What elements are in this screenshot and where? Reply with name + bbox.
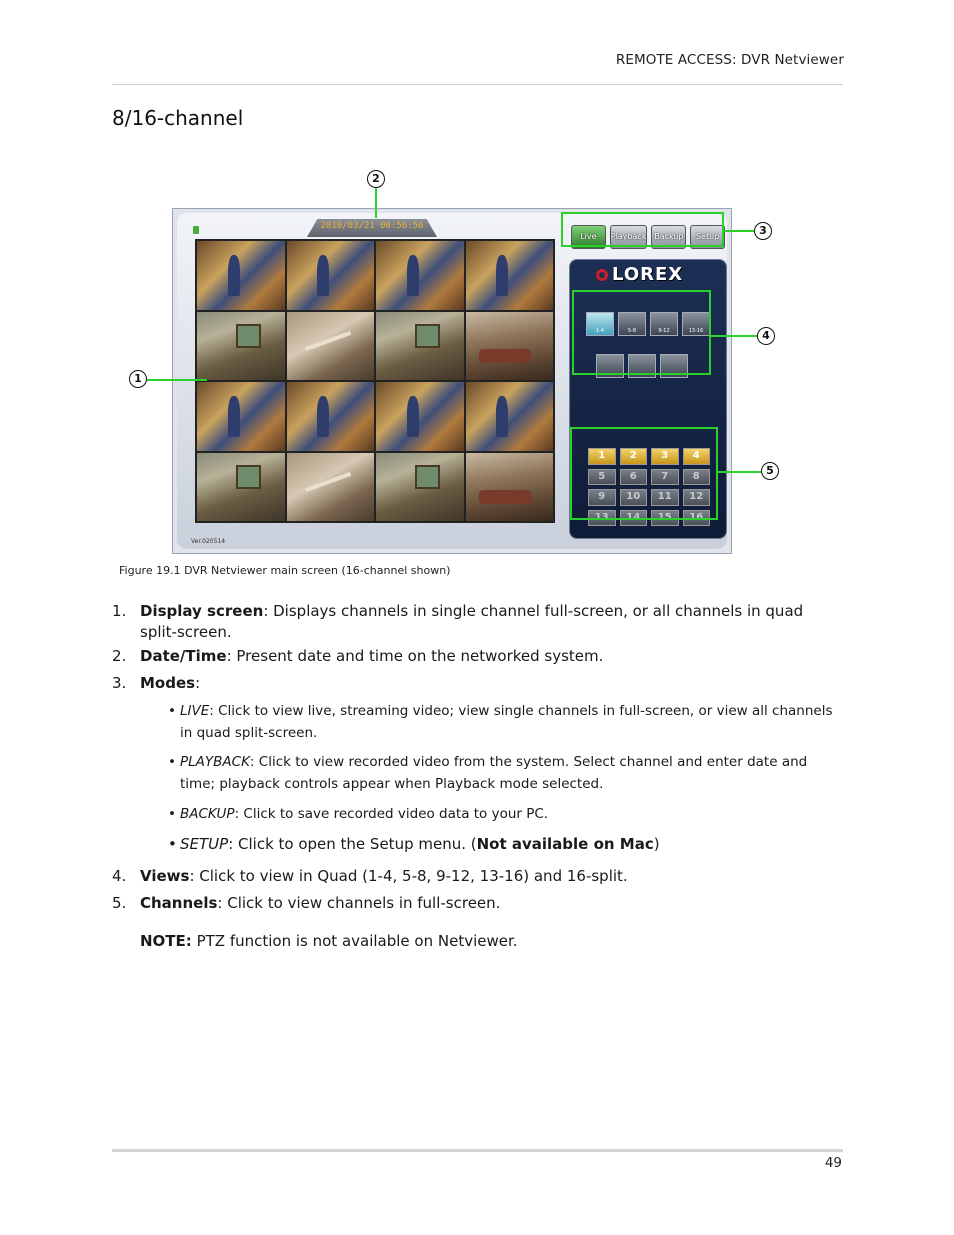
footer-divider: [112, 1149, 843, 1152]
camera-tile[interactable]: [197, 241, 285, 310]
mode-text: : Click to open the Setup menu. (: [228, 835, 477, 853]
camera-tile[interactable]: [197, 312, 285, 381]
camera-tile[interactable]: [287, 241, 375, 310]
section-title: 8/16-channel: [112, 106, 244, 130]
mode-item-playback: [168, 751, 843, 795]
mode-item-setup: [168, 833, 843, 855]
callout-line-channels: [718, 471, 761, 473]
channel-button[interactable]: 3: [651, 448, 679, 465]
version-label: Ver.020514: [191, 538, 226, 545]
mode-name: SETUP: [180, 835, 229, 853]
callout-line-datetime: [375, 187, 377, 218]
mode-item-live: [168, 700, 843, 744]
channel-button[interactable]: 9: [588, 489, 616, 506]
mode-text: : Click to view live, streaming video; view single channels in full-screen, or view all channels in quad split-screen.: [180, 703, 833, 741]
header-section-label: REMOTE ACCESS: DVR Netviewer: [615, 52, 844, 68]
mode-text: : Click to save recorded video data to your PC.: [234, 806, 549, 822]
camera-tile[interactable]: [197, 382, 285, 451]
list-number: 1.: [112, 602, 127, 620]
backup-button[interactable]: Backup: [651, 225, 686, 249]
callout-number-3: 3: [754, 222, 772, 240]
camera-tile[interactable]: [376, 382, 464, 451]
channel-button[interactable]: 8: [683, 469, 711, 486]
camera-tile[interactable]: [376, 453, 464, 522]
note-label: NOTE:: [140, 932, 192, 950]
callout-line-display: [147, 379, 207, 381]
channel-button[interactable]: 6: [620, 469, 648, 486]
channel-button[interactable]: 12: [683, 489, 711, 506]
playback-button[interactable]: Playback: [610, 225, 648, 249]
callout-number-4: 4: [757, 327, 775, 345]
channel-button[interactable]: 13: [588, 510, 616, 527]
mode-name: LIVE: [180, 703, 210, 719]
camera-tile[interactable]: [376, 241, 464, 310]
channel-button[interactable]: 11: [651, 489, 679, 506]
mode-item-backup: [168, 803, 843, 825]
callout-number-1: 1: [129, 370, 147, 388]
callout-box-modes: [561, 212, 724, 247]
camera-tile[interactable]: [197, 453, 285, 522]
setup-button[interactable]: Setup: [690, 225, 725, 249]
list-text: : Present date and time on the networked system.: [226, 647, 604, 665]
lorex-logo: [596, 264, 683, 285]
list-label: Display screen: [140, 602, 264, 620]
list-label: Views: [140, 867, 190, 885]
view-label: 1-4: [595, 328, 605, 334]
channel-button[interactable]: 16: [683, 510, 711, 527]
list-item-channels: [112, 893, 843, 914]
bullet: •: [168, 835, 177, 853]
list-text: :: [195, 674, 201, 692]
bullet: •: [168, 703, 176, 719]
header-divider: [112, 84, 843, 85]
live-button[interactable]: Live: [571, 225, 606, 249]
channel-button[interactable]: 5: [588, 469, 616, 486]
channel-button[interactable]: 4: [683, 448, 711, 465]
lorex-logo-icon: [596, 269, 608, 281]
callout-line-views: [711, 335, 757, 337]
camera-tile[interactable]: [287, 382, 375, 451]
mode-name: BACKUP: [180, 806, 235, 822]
mode-emphasis: Not available on Mac: [476, 835, 654, 853]
list-item-modes: [112, 673, 843, 694]
mode-text-tail: ): [653, 835, 660, 853]
channel-button[interactable]: 10: [620, 489, 648, 506]
datetime-display: 2010/03/21 00:56:56: [320, 221, 424, 231]
bullet: •: [168, 806, 176, 822]
status-led: [193, 226, 199, 234]
callout-line-modes: [724, 230, 754, 232]
list-text: : Click to view channels in full-screen.: [217, 894, 501, 912]
view-label: 9-12: [658, 328, 670, 334]
camera-tile[interactable]: [287, 312, 375, 381]
mode-name: PLAYBACK: [180, 754, 250, 770]
channel-button[interactable]: 7: [651, 469, 679, 486]
page-number: 49: [824, 1155, 842, 1171]
channel-button[interactable]: 1: [588, 448, 616, 465]
bullet: •: [168, 754, 176, 770]
camera-tile[interactable]: [287, 453, 375, 522]
camera-tile[interactable]: [466, 312, 554, 381]
channel-button[interactable]: 14: [620, 510, 648, 527]
view-label: 13-16: [688, 328, 704, 334]
mode-text: : Click to view recorded video from the system. Select channel and enter date and time; playback controls appear when Playback mode selected.: [180, 754, 808, 792]
channel-button[interactable]: 15: [651, 510, 679, 527]
view-label: 5-8: [627, 328, 637, 334]
camera-tile[interactable]: [466, 453, 554, 522]
callout-number-5: 5: [761, 462, 779, 480]
list-number: 2.: [112, 647, 127, 665]
camera-tile[interactable]: [466, 241, 554, 310]
list-item-display-screen: [112, 601, 843, 643]
list-label: Date/Time: [140, 647, 227, 665]
list-label: Modes: [140, 674, 196, 692]
note: [140, 932, 518, 950]
callout-box-channels: [570, 427, 718, 520]
callout-number-2: 2: [367, 170, 385, 188]
list-item-views: [112, 866, 843, 887]
list-text: : Displays channels in single channel full-screen, or all channels in quad split-screen.: [140, 602, 804, 641]
display-screen[interactable]: [195, 239, 555, 523]
camera-tile[interactable]: [466, 382, 554, 451]
channel-button[interactable]: 2: [620, 448, 648, 465]
list-number: 4.: [112, 867, 127, 885]
list-text: : Click to view in Quad (1-4, 5-8, 9-12, 13-16) and 16-split.: [189, 867, 628, 885]
list-number: 5.: [112, 894, 127, 912]
callout-box-views: [572, 290, 711, 375]
note-text: PTZ function is not available on Netviewer.: [191, 932, 518, 950]
lorex-logo-text: LOREX: [612, 264, 684, 285]
figure-caption: Figure 19.1 DVR Netviewer main screen (16-channel shown): [119, 564, 451, 577]
list-number: 3.: [112, 674, 127, 692]
list-item-date-time: [112, 646, 843, 667]
camera-tile[interactable]: [376, 312, 464, 381]
list-label: Channels: [140, 894, 218, 912]
